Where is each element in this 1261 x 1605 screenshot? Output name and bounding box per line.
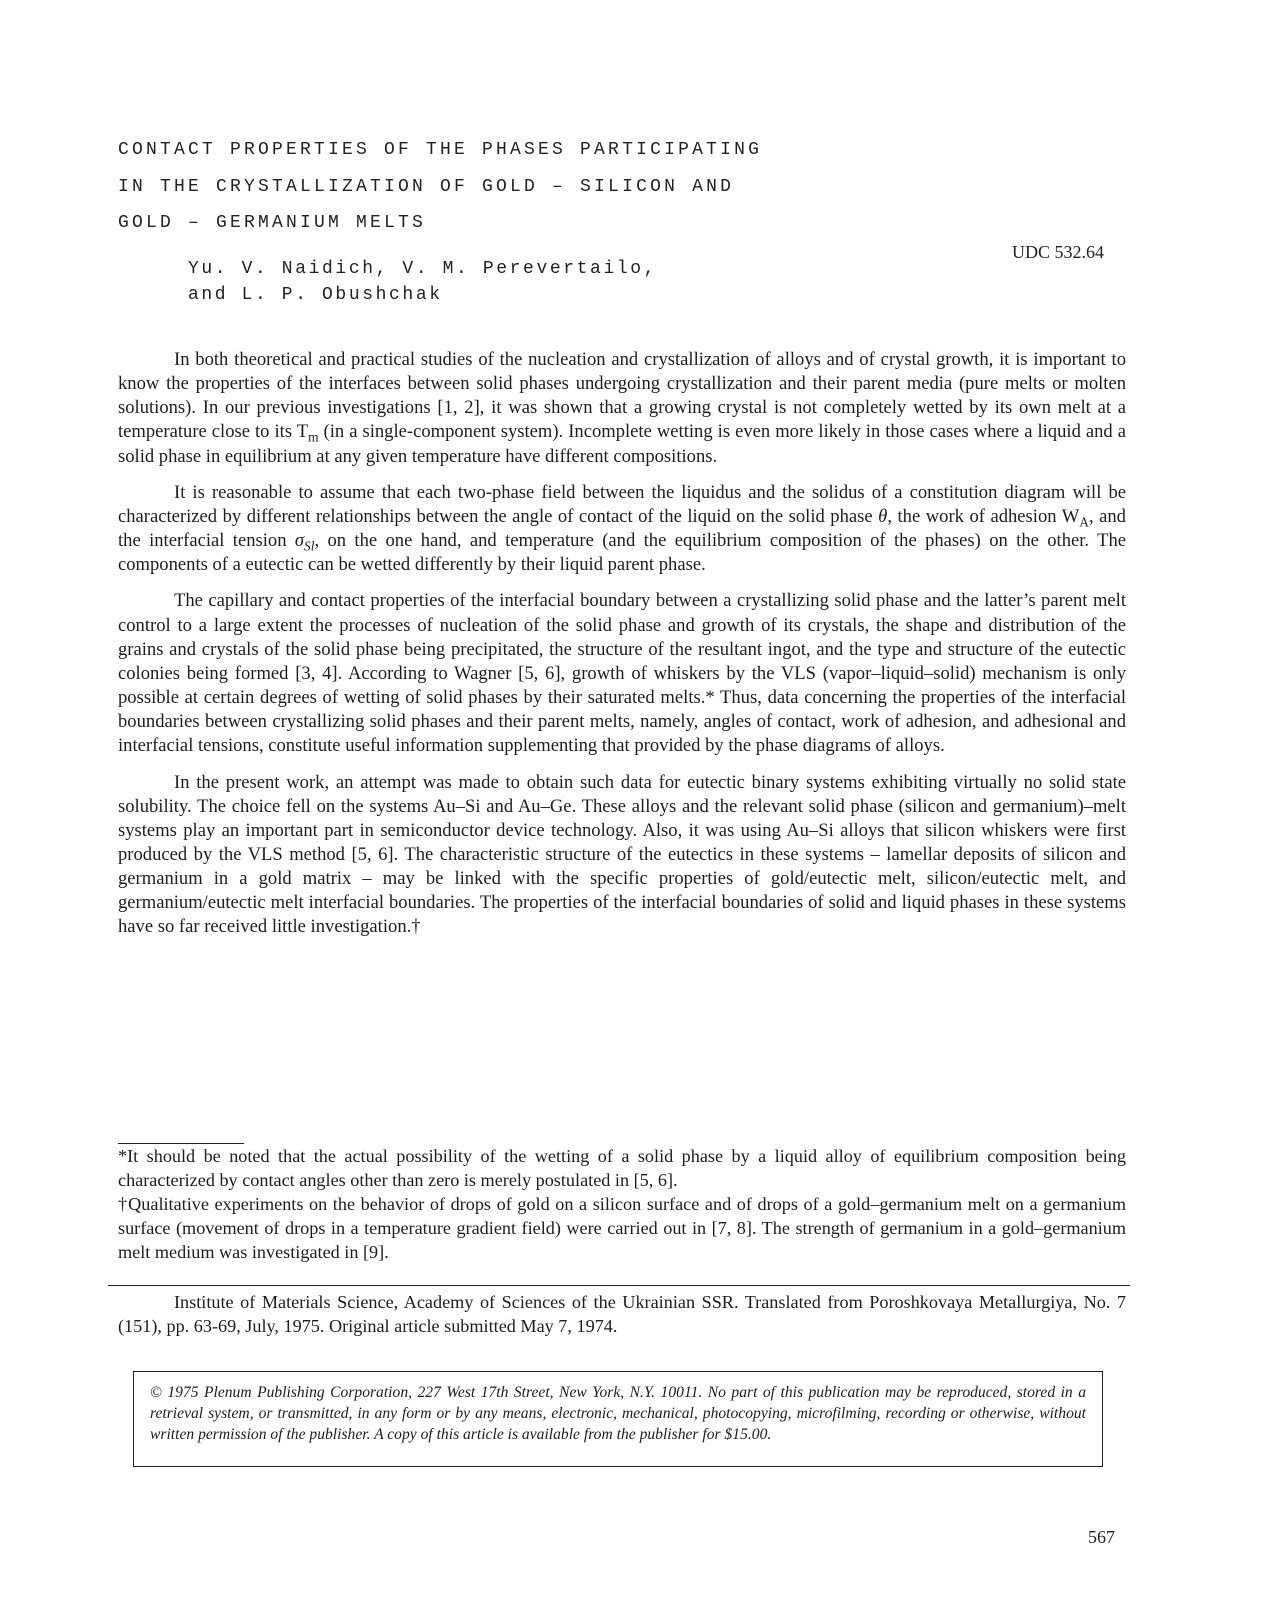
udc-code: UDC 532.64 — [1012, 242, 1105, 262]
copyright-box — [133, 1371, 1103, 1467]
paragraph-text: In both theoretical and practical studies of the nucleation and crystallization of alloys and of crystal growth, it is important to know the properties of the interfaces between solid phases undergoing crystallization and their parent media (pure melts or molten solutions). In our previous investigations [1, 2], it was shown that a growing crystal is not completely wetted by its own melt at a temperature close to its — [118, 349, 1126, 443]
paragraph-1 — [118, 348, 1126, 469]
paragraph-text: , on the one hand, and temperature (and the equilibrium composition of the phases) on the other. The components of a eutectic can be wetted differently by their liquid parent phase. — [118, 530, 1126, 576]
institute-rule — [108, 1285, 1130, 1286]
symbol-subscript: Sl — [304, 538, 315, 554]
author-line: and L. P. Obushchak — [188, 285, 443, 305]
symbol-theta: θ — [878, 505, 888, 527]
title-line: IN THE CRYSTALLIZATION OF GOLD – SILICON AND — [118, 176, 735, 197]
symbol-wa: W — [1061, 505, 1080, 527]
title-line: CONTACT PROPERTIES OF THE PHASES PARTICIPATING — [118, 140, 763, 160]
footnote-1: *It should be noted that the actual possibility of the wetting of a solid phase by a liquid alloy of equilibrium composition being characterized by contact angles other than zero is merely postulated in [5, 6]. — [118, 1146, 1126, 1190]
symbol-subscript: m — [308, 430, 319, 446]
institute-text: Institute of Materials Science, Academy of Sciences of the Ukrainian SSR. Translated from Poroshkovaya Metallurgiya, No. 7 (151), pp. 63-69, July, 1975. Original article submitted May 7, 1974. — [118, 1292, 1126, 1336]
paragraph-text: (in a single-component system). Incomplete wetting is even more likely in those cases where a liquid and a solid phase in equilibrium at any given temperature have different compositions. — [118, 421, 1126, 467]
author-list — [188, 256, 788, 308]
symbol-sigma: σ — [294, 530, 305, 552]
page-number: 567 — [1088, 1527, 1115, 1547]
article-title — [118, 132, 1018, 242]
symbol-subscript: A — [1079, 514, 1089, 530]
paragraph-3: The capillary and contact properties of the interfacial boundary between a crystallizing solid phase and the latter’s parent melt control to a large extent the processes of nucleation of the solid phase and growth of its crystals, the shape and distribution of the grains and crystals of the solid phase being precipitated, the structure of the resultant ingot, and the type and structure of the eutectic colonies being formed [3, 4]. According to Wagner [5, 6], growth of whiskers by the VLS (vapor–liquid–solid) mechanism is only possible at certain degrees of wetting of solid phases by their saturated melts.* Thus, data concerning the properties of the interfacial boundaries between crystallizing solid phases and their parent melts, namely, angles of contact, work of adhesion, and adhesional and interfacial tensions, constitute useful information supplementing that provided by the phase diagrams of alloys. — [118, 590, 1126, 757]
author-line: Yu. V. Naidich, V. M. Perevertailo, — [188, 259, 658, 279]
footnote-2: †Qualitative experiments on the behavior of drops of gold on a silicon surface and of drops of a gold–germanium melt on a germanium surface (movement of drops in a temperature gradient field) were carried out in [7, 8]. The strength of germanium in a gold–germanium melt medium was investigated in [9]. — [118, 1194, 1126, 1262]
paragraph-text: , and the interfacial tension — [118, 505, 1126, 552]
footnotes — [118, 1144, 1126, 1264]
paragraph-text: It is reasonable to assume that each two-phase field between the liquidus and the solidus of a constitution diagram will be characterized by different relationships between the angle of contact of the liquid on the solid phase — [118, 481, 1126, 527]
paragraph-2 — [118, 481, 1126, 578]
title-line: GOLD – GERMANIUM MELTS — [118, 213, 427, 233]
paragraph-4: In the present work, an attempt was made to obtain such data for eutectic binary systems exhibiting virtually no solid state solubility. The choice fell on the systems Au–Si and Au–Ge. These alloys and the relevant solid phase (silicon and germanium)–melt systems play an important part in semiconductor device technology. Also, it was using Au–Si alloys that silicon whiskers were first produced by the VLS method [5, 6]. The characteristic structure of the eutectics in these systems – lamellar deposits of silicon and germanium in a gold matrix – may be linked with the specific properties of gold/eutectic melt, silicon/eutectic melt, and germanium/eutectic melt interfacial boundaries. The properties of the interfacial boundaries of solid and liquid phases in these systems have so far received little investigation.† — [118, 771, 1126, 938]
symbol-tm: T — [296, 421, 309, 443]
institute-note — [118, 1290, 1126, 1338]
paragraph-text: , the work of adhesion — [887, 505, 1062, 527]
article-body — [118, 348, 1126, 952]
copyright-text: © 1975 Plenum Publishing Corporation, 227 West 17th Street, New York, N.Y. 10011. No part of this publication may be reproduced, stored in a retrieval system, or transmitted, in any form or by any means, electronic, mechanical, photocopying, microfilming, recording or otherwise, without written permission of the publisher. A copy of this article is available from the publisher for $15.00. — [150, 1384, 1086, 1443]
